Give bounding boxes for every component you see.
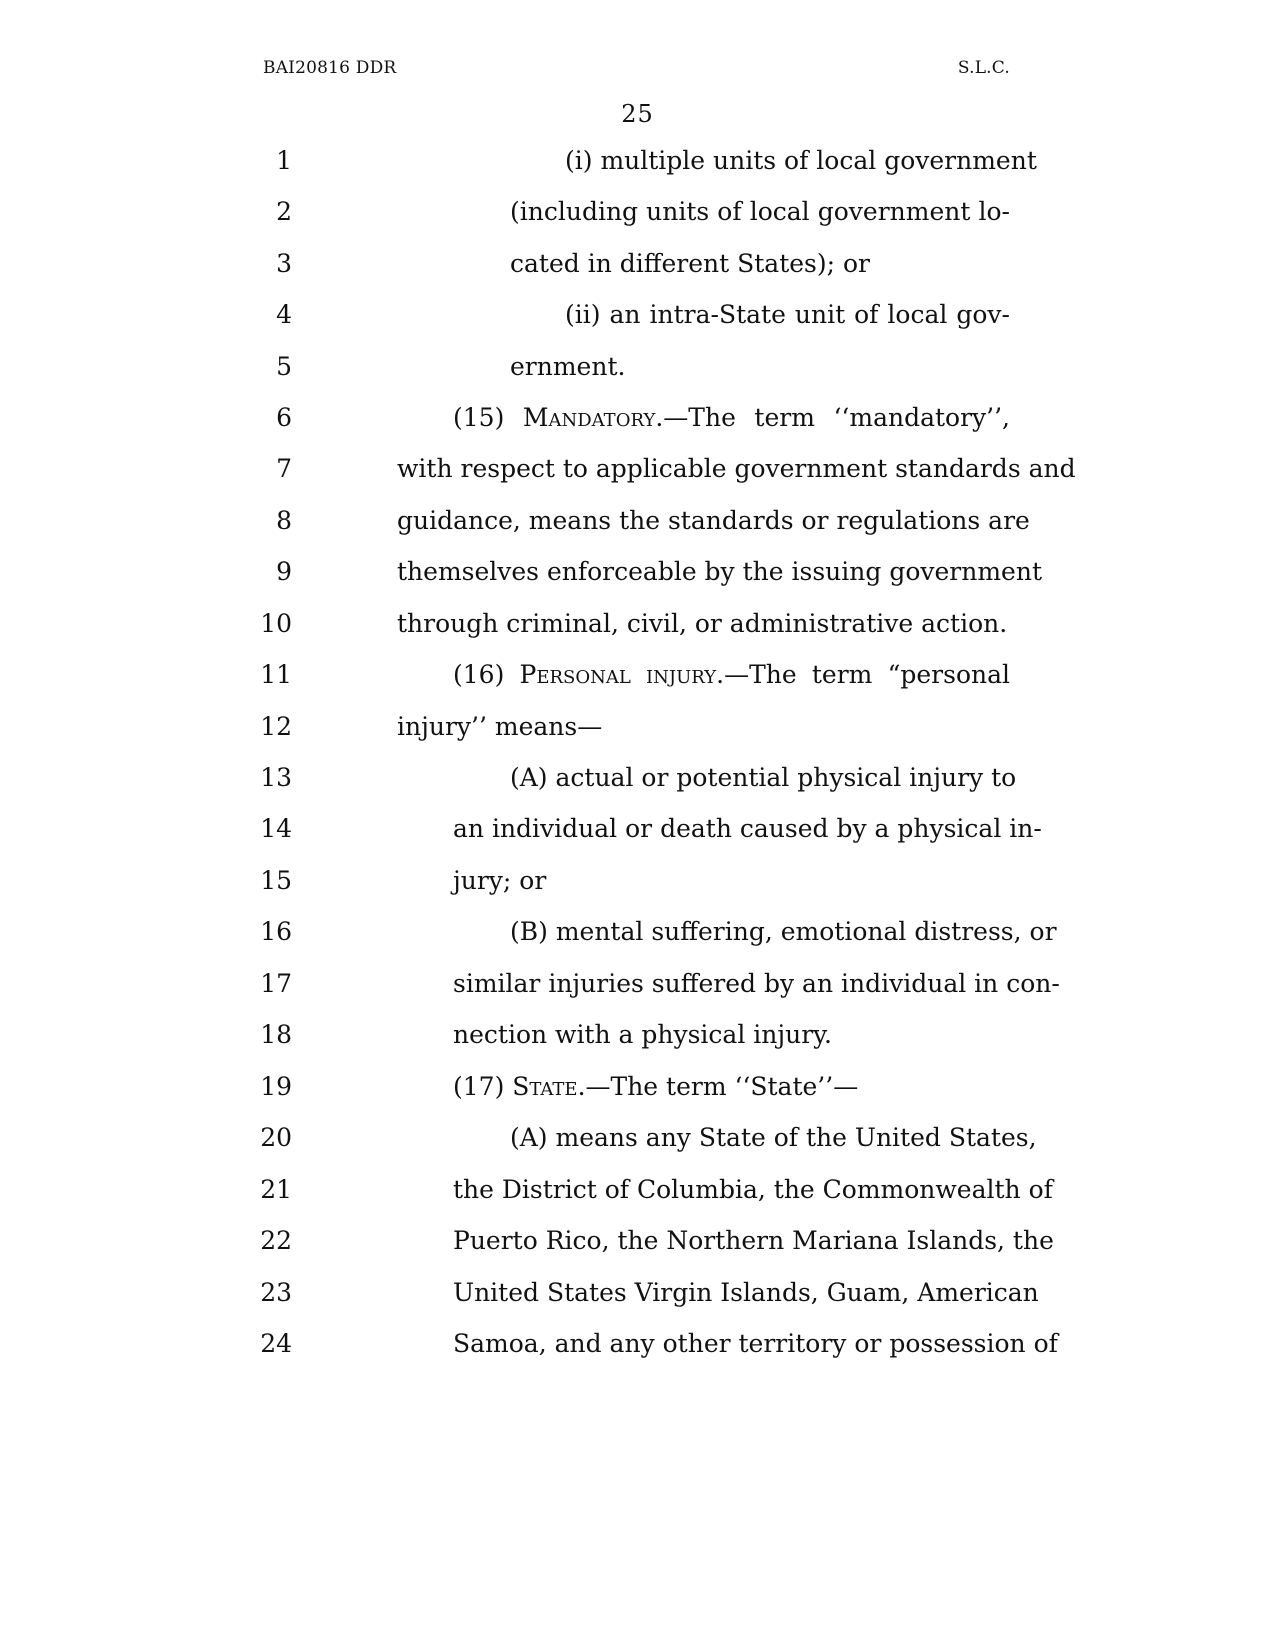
text-line (0, 957, 1275, 1011)
line-text: cated in different States); or (510, 249, 871, 278)
line-text: (i) multiple units of local government (565, 146, 1037, 175)
line-number: 2 (276, 197, 292, 226)
text-line (0, 288, 1275, 342)
line-number: 20 (260, 1123, 292, 1152)
text-line (0, 340, 1275, 394)
text-line (0, 905, 1275, 959)
line-text: (A) means any State of the United States, (510, 1123, 1037, 1152)
line-number: 21 (260, 1175, 292, 1204)
line-text: (including units of local government lo- (510, 197, 1010, 226)
line-text: .—The term “personal (716, 660, 1011, 689)
line-number: 6 (276, 403, 292, 432)
line-text: with respect to applicable government standards and (397, 454, 1076, 483)
text-line (0, 494, 1275, 548)
text-line (0, 185, 1275, 239)
line-text: the District of Columbia, the Commonwealth of (453, 1175, 1053, 1204)
page-number: 25 (621, 100, 654, 128)
line-text: guidance, means the standards or regulations are (397, 506, 1030, 535)
line-text: Samoa, and any other territory or possession of (453, 1329, 1058, 1358)
line-text: injury’’ means— (397, 712, 603, 741)
line-text: through criminal, civil, or administrative action. (397, 609, 1008, 638)
line-number: 13 (260, 763, 292, 792)
line-number: 4 (276, 300, 292, 329)
defined-term-heading: Personal injury (519, 660, 717, 689)
text-line (0, 1317, 1275, 1371)
text-line (0, 597, 1275, 651)
defined-term-heading: Mandatory (522, 403, 656, 432)
line-number: 22 (260, 1226, 292, 1255)
paragraph-number: (16) (453, 660, 520, 689)
line-text: nection with a physical injury. (453, 1020, 832, 1049)
line-number: 8 (276, 506, 292, 535)
text-line (0, 1111, 1275, 1165)
line-number: 5 (276, 352, 292, 381)
text-line (0, 854, 1275, 908)
text-line (0, 751, 1275, 805)
line-number: 11 (260, 660, 292, 689)
text-line (0, 1266, 1275, 1320)
line-number: 17 (260, 969, 292, 998)
text-line (0, 237, 1275, 291)
line-text: ernment. (510, 352, 626, 381)
line-number: 14 (260, 814, 292, 843)
text-line (0, 134, 1275, 188)
line-text: .—The term ‘‘State’’— (577, 1072, 859, 1101)
text-line (0, 391, 1275, 445)
text-line (0, 545, 1275, 599)
text-line (0, 648, 1275, 702)
line-number: 7 (276, 454, 292, 483)
defined-term-heading: State (512, 1072, 578, 1101)
line-text: .—The term ‘‘mandatory’’, (655, 403, 1011, 432)
line-text: similar injuries suffered by an individual in con- (453, 969, 1060, 998)
line-number: 18 (260, 1020, 292, 1049)
line-number: 15 (260, 866, 292, 895)
text-line (0, 802, 1275, 856)
line-number: 1 (276, 146, 292, 175)
line-number: 16 (260, 917, 292, 946)
text-line (0, 700, 1275, 754)
line-number: 10 (260, 609, 292, 638)
line-number: 19 (260, 1072, 292, 1101)
paragraph-number: (15) (453, 403, 523, 432)
line-number: 24 (260, 1329, 292, 1358)
line-text: an individual or death caused by a physical in- (453, 814, 1042, 843)
line-text: (A) actual or potential physical injury to (510, 763, 1017, 792)
line-number: 12 (260, 712, 292, 741)
line-text: (B) mental suffering, emotional distress, or (510, 917, 1057, 946)
line-text: (ii) an intra-State unit of local gov- (565, 300, 1010, 329)
line-text: Puerto Rico, the Northern Mariana Islands, the (453, 1226, 1054, 1255)
line-number: 3 (276, 249, 292, 278)
office-code: S.L.C. (957, 58, 1010, 78)
line-text: themselves enforceable by the issuing government (397, 557, 1042, 586)
line-number: 23 (260, 1278, 292, 1307)
text-line (0, 1214, 1275, 1268)
line-text: jury; or (453, 866, 547, 895)
text-line (0, 442, 1275, 496)
text-line (0, 1060, 1275, 1114)
line-text: United States Virgin Islands, Guam, American (453, 1278, 1039, 1307)
paragraph-number: (17) (453, 1072, 513, 1101)
text-line (0, 1008, 1275, 1062)
document-id: BAI20816 DDR (263, 58, 397, 78)
line-number: 9 (276, 557, 292, 586)
text-line (0, 1163, 1275, 1217)
